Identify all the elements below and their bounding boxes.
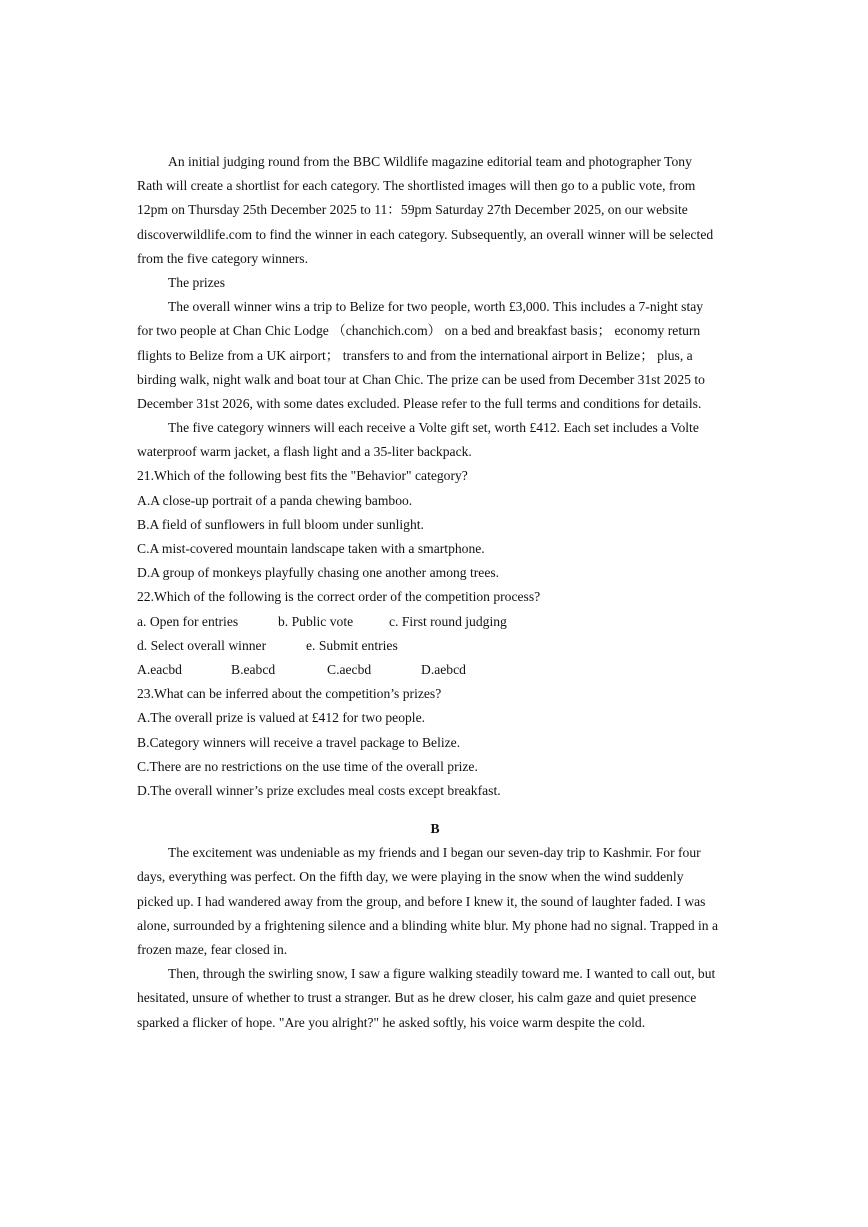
option-d: D.A group of monkeys playfully chasing one another among trees. bbox=[137, 565, 500, 581]
option-a: A.The overall prize is valued at £412 for two people. bbox=[137, 710, 426, 726]
text-line: frozen maze, fear closed in. bbox=[137, 942, 288, 957]
option-c: C.There are no restrictions on the use time of the overall prize. bbox=[137, 758, 478, 774]
option-a: A.eacbd bbox=[137, 661, 182, 677]
option-b: B.Category winners will receive a travel package to Belize. bbox=[137, 734, 461, 750]
text-line: The excitement was undeniable as my friends and I began our seven-day trip to Kashmir. For four bbox=[168, 845, 701, 861]
question-text: 23.What can be inferred about the competition’s prizes? bbox=[137, 686, 442, 702]
step-a: a. Open for entries bbox=[137, 613, 239, 629]
text-line: waterproof warm jacket, a flash light and a 35-liter backpack. bbox=[137, 444, 472, 460]
text-line: for two people at Chan Chic Lodge （chanchich.com） on a bed and breakfast basis； economy return bbox=[137, 323, 701, 339]
section-heading-b: B bbox=[430, 821, 440, 837]
question-22 bbox=[137, 585, 733, 682]
document-body bbox=[137, 150, 733, 1035]
question-23 bbox=[137, 682, 733, 803]
text-line: An initial judging round from the BBC Wildlife magazine editorial team and photographer Tony bbox=[168, 154, 692, 169]
option-b: B.eabcd bbox=[231, 661, 276, 677]
step-b: b. Public vote bbox=[278, 613, 354, 629]
answer-options bbox=[137, 658, 733, 682]
text-line: from the five category winners. bbox=[137, 250, 308, 266]
steps-row-2 bbox=[137, 634, 733, 658]
text-line: December 31st 2026, with some dates excluded. Please refer to the full terms and conditions for details. bbox=[137, 395, 702, 411]
option-b: B.A field of sunflowers in full bloom under sunlight. bbox=[137, 516, 424, 532]
question-21 bbox=[137, 464, 733, 585]
option-a: A.A close-up portrait of a panda chewing bamboo. bbox=[137, 492, 413, 508]
paragraph-judging bbox=[137, 150, 733, 271]
text-line: sparked a flicker of hope. "Are you alright?" he asked softly, his voice warm despite the cold. bbox=[137, 1014, 646, 1030]
prizes-heading: The prizes bbox=[168, 274, 225, 290]
text-line: The five category winners will each receive a Volte gift set, worth £412. Each set includes a Volte bbox=[168, 420, 699, 436]
text-line: days, everything was perfect. On the fifth day, we were playing in the snow when the wind suddenly bbox=[137, 869, 684, 885]
paragraph-category-prize bbox=[137, 416, 733, 464]
question-text: 22.Which of the following is the correct order of the competition process? bbox=[137, 589, 541, 605]
option-c: C.A mist-covered mountain landscape taken with a smartphone. bbox=[137, 541, 485, 556]
option-d: D.aebcd bbox=[421, 661, 466, 677]
step-e: e. Submit entries bbox=[306, 637, 398, 653]
text-line: hesitated, unsure of whether to trust a stranger. But as he drew closer, his calm gaze and quiet presence bbox=[137, 990, 697, 1006]
option-c: C.aecbd bbox=[327, 661, 372, 677]
paragraph-stranger bbox=[137, 962, 733, 1035]
text-line: alone, surrounded by a frightening silence and a blinding white blur. My phone had no signal. Trapped in a bbox=[137, 917, 719, 933]
text-line: Then, through the swirling snow, I saw a figure walking steadily toward me. I wanted to call out, but bbox=[168, 966, 716, 982]
text-line: birding walk, night walk and boat tour at Chan Chic. The prize can be used from December 31st 2025 to bbox=[137, 371, 705, 387]
text-line: flights to Belize from a UK airport； transfers to and from the international airport in Belize； plus, a bbox=[137, 347, 693, 363]
text-line: Rath will create a shortlist for each category. The shortlisted images will then go to a public vote, from bbox=[137, 178, 696, 194]
question-text: 21.Which of the following best fits the "Behavior" category? bbox=[137, 468, 468, 484]
step-d: d. Select overall winner bbox=[137, 637, 267, 653]
step-c: c. First round judging bbox=[389, 613, 507, 629]
text-line: discoverwildlife.com to find the winner in each category. Subsequently, an overall winner will be selected bbox=[137, 226, 714, 242]
option-d: D.The overall winner’s prize excludes meal costs except breakfast. bbox=[137, 782, 501, 798]
paragraph-overall-prize bbox=[137, 295, 733, 416]
text-line: 12pm on Thursday 25th December 2025 to 11：59pm Saturday 27th December 2025, on our website bbox=[137, 202, 688, 218]
text-line: The overall winner wins a trip to Belize for two people, worth £3,000. This includes a 7-night stay bbox=[168, 299, 704, 315]
text-line: picked up. I had wandered away from the group, and before I knew it, the sound of laughter faded. I was bbox=[137, 893, 706, 909]
paragraph-kashmir bbox=[137, 841, 733, 962]
steps-row-1 bbox=[137, 610, 733, 634]
